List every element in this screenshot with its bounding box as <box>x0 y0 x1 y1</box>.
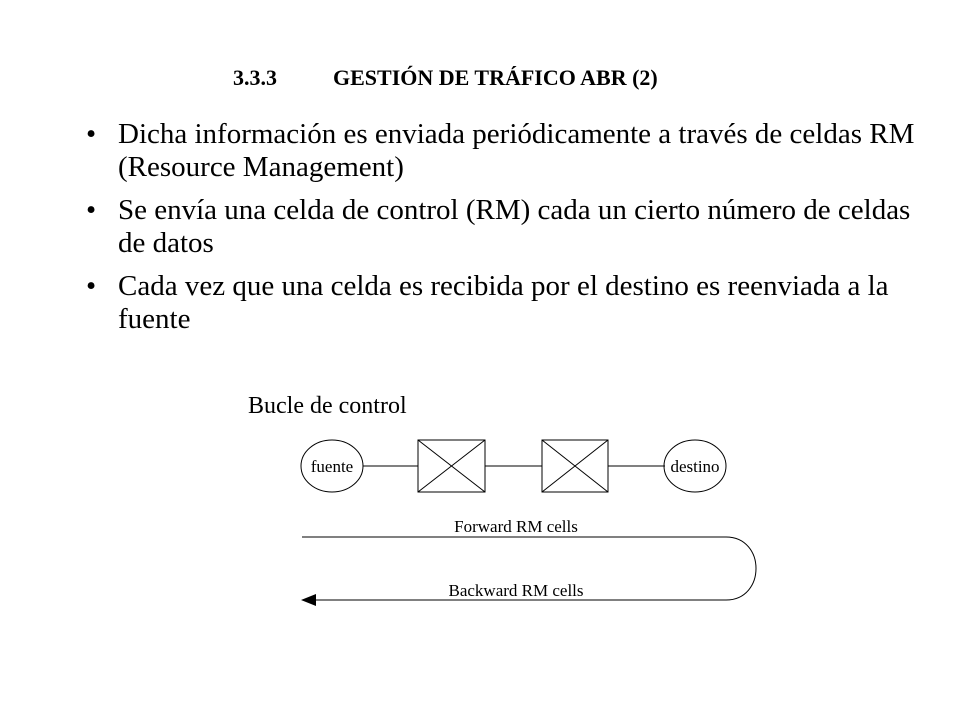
backward-rm-label: Backward RM cells <box>448 581 584 600</box>
bullet-text: Dicha información es enviada periódicamente a través de celdas RM (Resource Management) <box>118 118 915 183</box>
bullet-dot: • <box>86 270 97 302</box>
title-text: GESTIÓN DE TRÁFICO ABR (2) <box>333 65 658 90</box>
source-label: fuente <box>310 457 354 476</box>
arrow-left-icon <box>301 594 316 606</box>
bullet-dot: • <box>86 194 97 226</box>
forward-rm-label: Forward RM cells <box>454 517 578 536</box>
section-number: 3.3.3 <box>233 65 277 90</box>
bullet-text: Se envía una celda de control (RM) cada un cierto número de celdas de datos <box>118 194 911 259</box>
bullet-text: Cada vez que una celda es recibida por el destino es reenviada a la fuente <box>118 270 889 335</box>
switch-icon <box>418 440 485 492</box>
switch-icon <box>542 440 608 492</box>
destination-label: destino <box>670 457 720 476</box>
bullet-dot: • <box>86 118 97 150</box>
diagram-caption: Bucle de control <box>248 393 407 419</box>
